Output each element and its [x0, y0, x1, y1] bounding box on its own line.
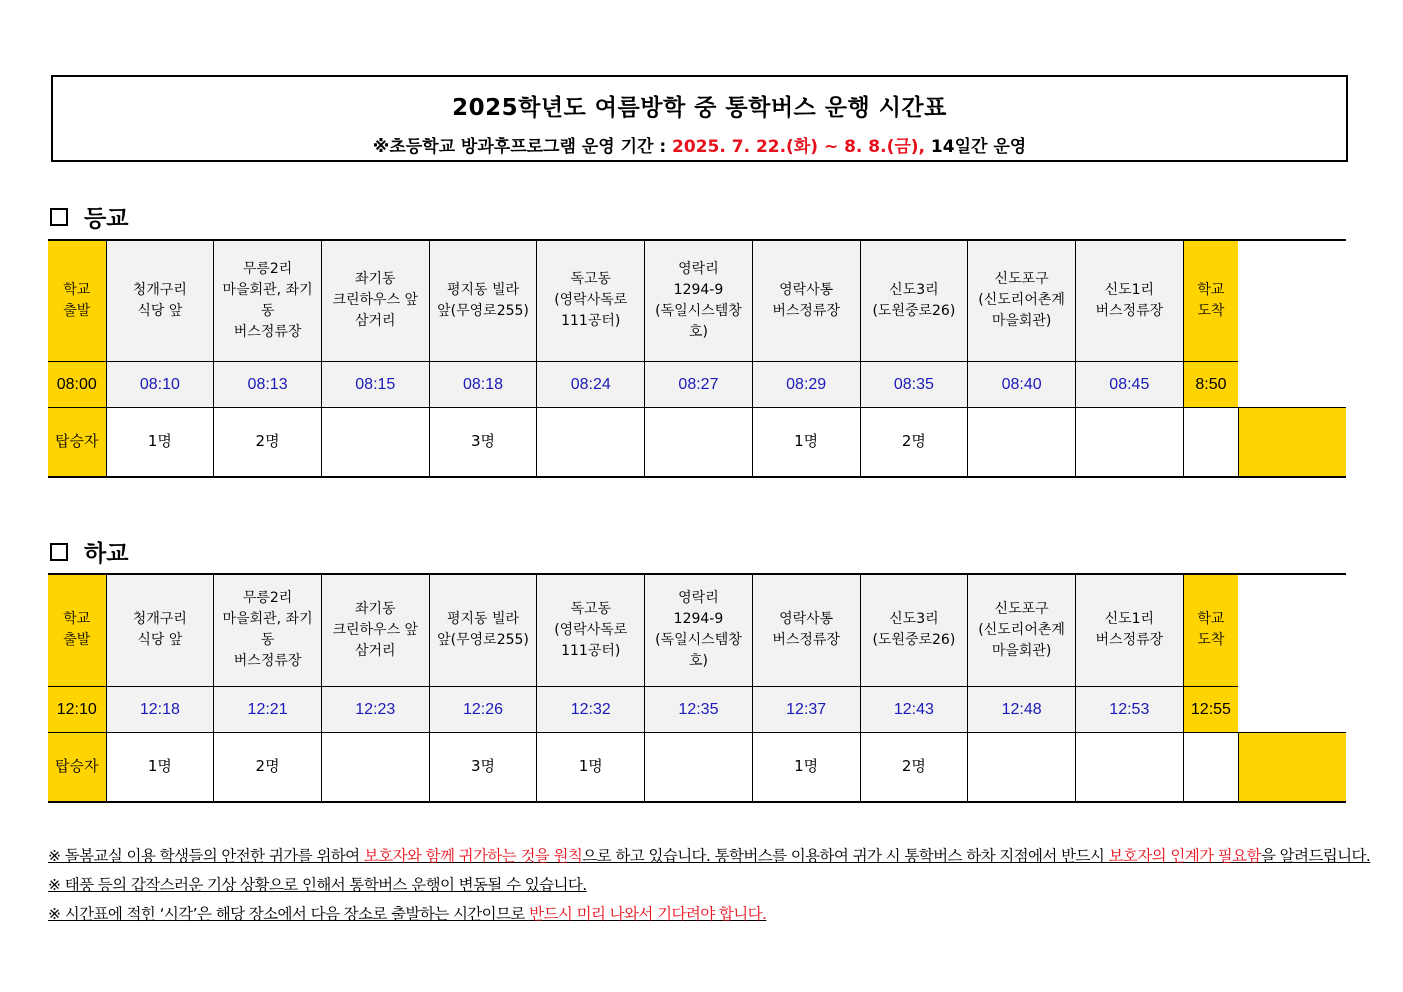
stop-cell: 신도1리 버스정류장: [1075, 240, 1183, 361]
title-box: [51, 75, 1348, 162]
stop-cell: 평지동 빌라 앞(무영로255): [429, 240, 537, 361]
note-text: 으로 하고 있습니다. 통학버스를 이용하여 귀가 시 통학버스 하차 지점에서 반드시: [582, 847, 1109, 865]
riders-cell: 2명: [860, 732, 968, 802]
morning-heading-label: 등교: [84, 206, 129, 232]
time-cell: 12:48: [968, 686, 1076, 732]
stop-cell: 무릉2리 마을회관, 좌기동 버스정류장: [214, 574, 322, 686]
stop-cell: 신도포구 (신도리어촌계 마을회관): [968, 240, 1076, 361]
riders-cell: [645, 407, 753, 477]
stop-cell: 학교 출발: [48, 240, 106, 361]
operation-period: [53, 132, 1346, 157]
riders-cell: 1명: [106, 407, 214, 477]
stop-cell: 좌기동 크린하우스 앞 삼거리: [321, 240, 429, 361]
note-emphasis: 보호자와 함께 귀가하는 것을 원칙: [363, 847, 583, 865]
stop-cell: 학교 도착: [1183, 574, 1238, 686]
time-cell: 08:15: [321, 361, 429, 407]
time-cell: 12:55: [1183, 686, 1238, 732]
times-row: [48, 686, 1346, 732]
riders-cell: [968, 407, 1076, 477]
time-cell: 08:10: [106, 361, 214, 407]
time-cell: 12:18: [106, 686, 214, 732]
time-cell: 08:24: [537, 361, 645, 407]
time-cell: 12:26: [429, 686, 537, 732]
afternoon-heading-label: 하교: [84, 541, 129, 567]
time-cell: 08:45: [1075, 361, 1183, 407]
time-cell: 12:23: [321, 686, 429, 732]
time-cell: 08:27: [645, 361, 753, 407]
riders-cell: [968, 732, 1076, 802]
notes: [48, 842, 1370, 929]
time-cell: 12:43: [860, 686, 968, 732]
stops-row: [48, 574, 1346, 686]
time-cell: 12:10: [48, 686, 106, 732]
riders-label-cell: 탑승자: [48, 407, 106, 477]
riders-cell: [321, 407, 429, 477]
stop-cell: 학교 도착: [1183, 240, 1238, 361]
time-cell: 12:53: [1075, 686, 1183, 732]
time-cell: 08:40: [968, 361, 1076, 407]
time-cell: 08:00: [48, 361, 106, 407]
stop-cell: 청개구리 식당 앞: [106, 240, 214, 361]
note-text: 을 알려드립니다.: [1260, 847, 1371, 865]
period-prefix: ※초등학교 방과후프로그램 운영 기간 :: [372, 137, 673, 157]
stop-cell: 독고동 (영락사독로 111공터): [537, 574, 645, 686]
note-emphasis: 보호자의 인계가 필요함: [1108, 847, 1261, 865]
riders-cell: 3명: [429, 407, 537, 477]
riders-cell: [645, 732, 753, 802]
riders-end-cell: [1238, 732, 1346, 802]
page-title: 2025학년도 여름방학 중 통학버스 운행 시간표: [452, 95, 947, 121]
morning-timetable: [48, 239, 1346, 478]
riders-cell: 2명: [860, 407, 968, 477]
note-departure-time: [48, 900, 1370, 929]
morning-heading: [50, 200, 128, 233]
times-row: [48, 361, 1346, 407]
time-cell: 8:50: [1183, 361, 1238, 407]
stop-cell: 신도3리 (도원중로26): [860, 240, 968, 361]
afternoon-heading: [50, 535, 128, 568]
stop-cell: 영락사통 버스정류장: [752, 240, 860, 361]
riders-cell: [1183, 732, 1238, 802]
stop-cell: 학교 출발: [48, 574, 106, 686]
riders-cell: [321, 732, 429, 802]
riders-cell: 1명: [106, 732, 214, 802]
period-dates: 2025. 7. 22.(화) ~ 8. 8.(금),: [672, 137, 926, 157]
riders-cell: 3명: [429, 732, 537, 802]
time-cell: 08:18: [429, 361, 537, 407]
riders-cell: 2명: [214, 732, 322, 802]
checkbox-square-icon: [50, 208, 68, 226]
period-suffix: 14일간 운영: [925, 137, 1027, 157]
riders-cell: 1명: [752, 407, 860, 477]
time-cell: 12:21: [214, 686, 322, 732]
stops-row: [48, 240, 1346, 361]
stop-cell: 평지동 빌라 앞(무영로255): [429, 574, 537, 686]
time-cell: 08:13: [214, 361, 322, 407]
riders-cell: [1183, 407, 1238, 477]
riders-cell: [1075, 732, 1183, 802]
riders-row: [48, 407, 1346, 477]
stop-cell: 영락리 1294-9 (독일시스템창호): [645, 574, 753, 686]
riders-row: [48, 732, 1346, 802]
riders-cell: 1명: [752, 732, 860, 802]
time-cell: 12:35: [645, 686, 753, 732]
riders-label-cell: 탑승자: [48, 732, 106, 802]
time-cell: 12:37: [752, 686, 860, 732]
riders-cell: [1075, 407, 1183, 477]
note-guardian: [48, 842, 1370, 871]
note-text: ※ 시간표에 적힌 ‘시각’은 해당 장소에서 다음 장소로 출발하는 시간이므로: [48, 905, 530, 923]
riders-cell: 1명: [537, 732, 645, 802]
riders-cell: 2명: [214, 407, 322, 477]
note-weather: ※ 태풍 등의 갑작스러운 기상 상황으로 인해서 통학버스 운행이 변동될 수 있습니다.: [48, 876, 587, 894]
checkbox-square-icon: [50, 543, 68, 561]
stop-cell: 신도포구 (신도리어촌계 마을회관): [968, 574, 1076, 686]
time-cell: 08:35: [860, 361, 968, 407]
afternoon-timetable: [48, 573, 1346, 803]
note-text: ※ 돌봄교실 이용 학생들의 안전한 귀가를 위하여: [48, 847, 364, 865]
riders-end-cell: [1238, 407, 1346, 477]
stop-cell: 독고동 (영락사독로 111공터): [537, 240, 645, 361]
stop-cell: 청개구리 식당 앞: [106, 574, 214, 686]
stop-cell: 영락사통 버스정류장: [752, 574, 860, 686]
stop-cell: 영락리 1294-9 (독일시스템창호): [645, 240, 753, 361]
stop-cell: 신도3리 (도원중로26): [860, 574, 968, 686]
stop-cell: 무릉2리 마을회관, 좌기동 버스정류장: [214, 240, 322, 361]
time-cell: 08:29: [752, 361, 860, 407]
time-cell: 12:32: [537, 686, 645, 732]
note-emphasis: 반드시 미리 나와서 기다려야 합니다.: [529, 905, 767, 923]
stop-cell: 신도1리 버스정류장: [1075, 574, 1183, 686]
stop-cell: 좌기동 크린하우스 앞 삼거리: [321, 574, 429, 686]
riders-cell: [537, 407, 645, 477]
